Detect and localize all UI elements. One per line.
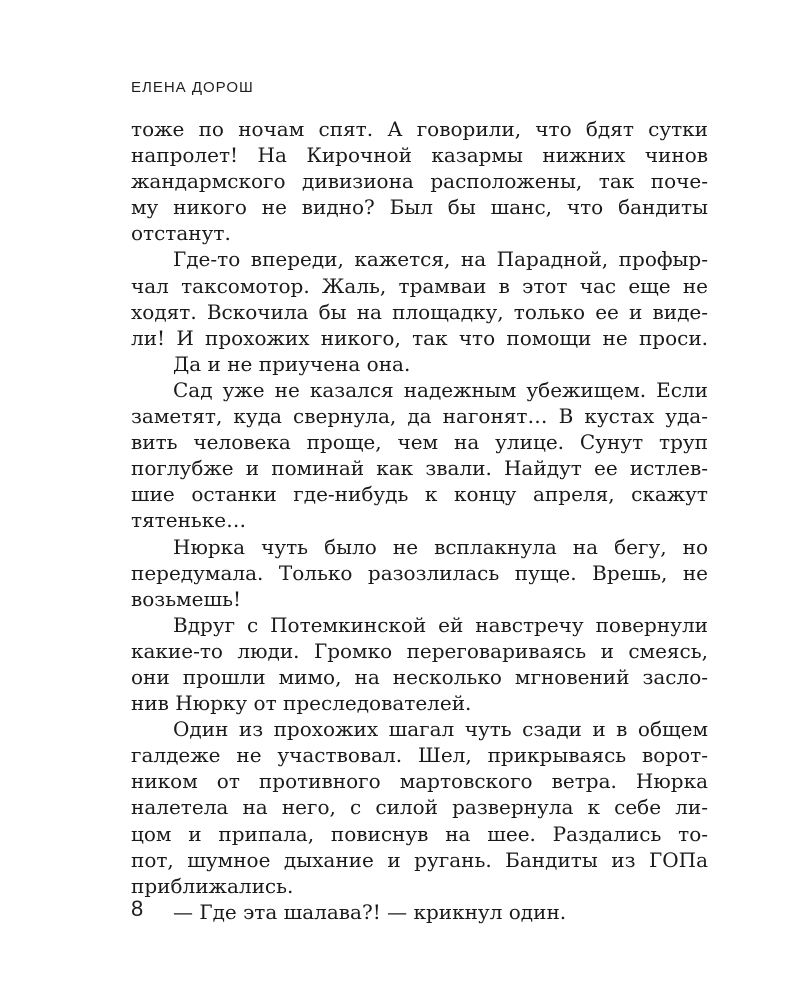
text-line: возьмешь! (131, 586, 242, 611)
page-number: 8 (131, 896, 144, 921)
text-line: ли! И прохожих никого, так что помощи не проси. (131, 325, 708, 350)
running-head: ЕЛЕНА ДОРОШ (131, 79, 254, 96)
text-line: шие останки где-нибудь к концу апреля, скажут (131, 482, 708, 507)
text-line: заметят, куда свернула, да нагонят… В кустах уда- (131, 404, 708, 429)
text-line: ходят. Вскочила бы на площадку, только ее и виде- (131, 299, 708, 324)
text-line: налетела на него, с силой развернула к себе ли- (131, 795, 708, 820)
text-line: вить человека проще, чем на улице. Сунут труп (131, 430, 708, 455)
text-line: тятеньке… (131, 508, 247, 533)
text-line: поглубже и поминай как звали. Найдут ее истлев- (131, 456, 708, 481)
text-line: галдеже не участвовал. Шел, прикрываясь ворот- (131, 743, 708, 768)
text-line: цом и припала, повиснув на шее. Раздались то- (131, 821, 708, 846)
text-line: какие-то люди. Громко переговариваясь и смеясь, (131, 638, 708, 663)
text-line: Да и не приучена она. (173, 351, 411, 376)
text-line: Где-то впереди, кажется, на Парадной, профыр- (173, 247, 708, 272)
text-line: — Где эта шалава?! — крикнул один. (173, 899, 567, 924)
body-text (131, 116, 708, 925)
text-line: ником от противного мартовского ветра. Нюрка (131, 769, 708, 794)
text-line: отстанут. (131, 221, 231, 246)
text-line: передумала. Только разозлилась пуще. Врешь, не (131, 560, 708, 585)
text-line: Вдруг с Потемкинской ей навстречу повернули (173, 612, 708, 637)
text-line: напролет! На Кирочной казармы нижних чинов (131, 143, 708, 168)
text-line: пот, шумное дыхание и ругань. Бандиты из ГОПа (131, 847, 708, 872)
text-line: жандармского дивизиона расположены, так поче- (131, 169, 708, 194)
text-line: му никого не видно? Был бы шанс, что бандиты (131, 195, 708, 220)
text-line: они прошли мимо, на несколько мгновений засло- (131, 664, 708, 689)
text-line: приближались. (131, 873, 294, 898)
text-line: нив Нюрку от преследователей. (131, 691, 472, 716)
text-line: Сад уже не казался надежным убежищем. Если (173, 377, 708, 402)
text-line: Нюрка чуть было не всплакнула на бегу, но (173, 534, 708, 559)
text-line: тоже по ночам спят. А говорили, что бдят сутки (131, 117, 708, 141)
text-line: Один из прохожих шагал чуть сзади и в общем (173, 717, 708, 742)
text-line: чал таксомотор. Жаль, трамваи в этот час еще не (131, 273, 708, 298)
